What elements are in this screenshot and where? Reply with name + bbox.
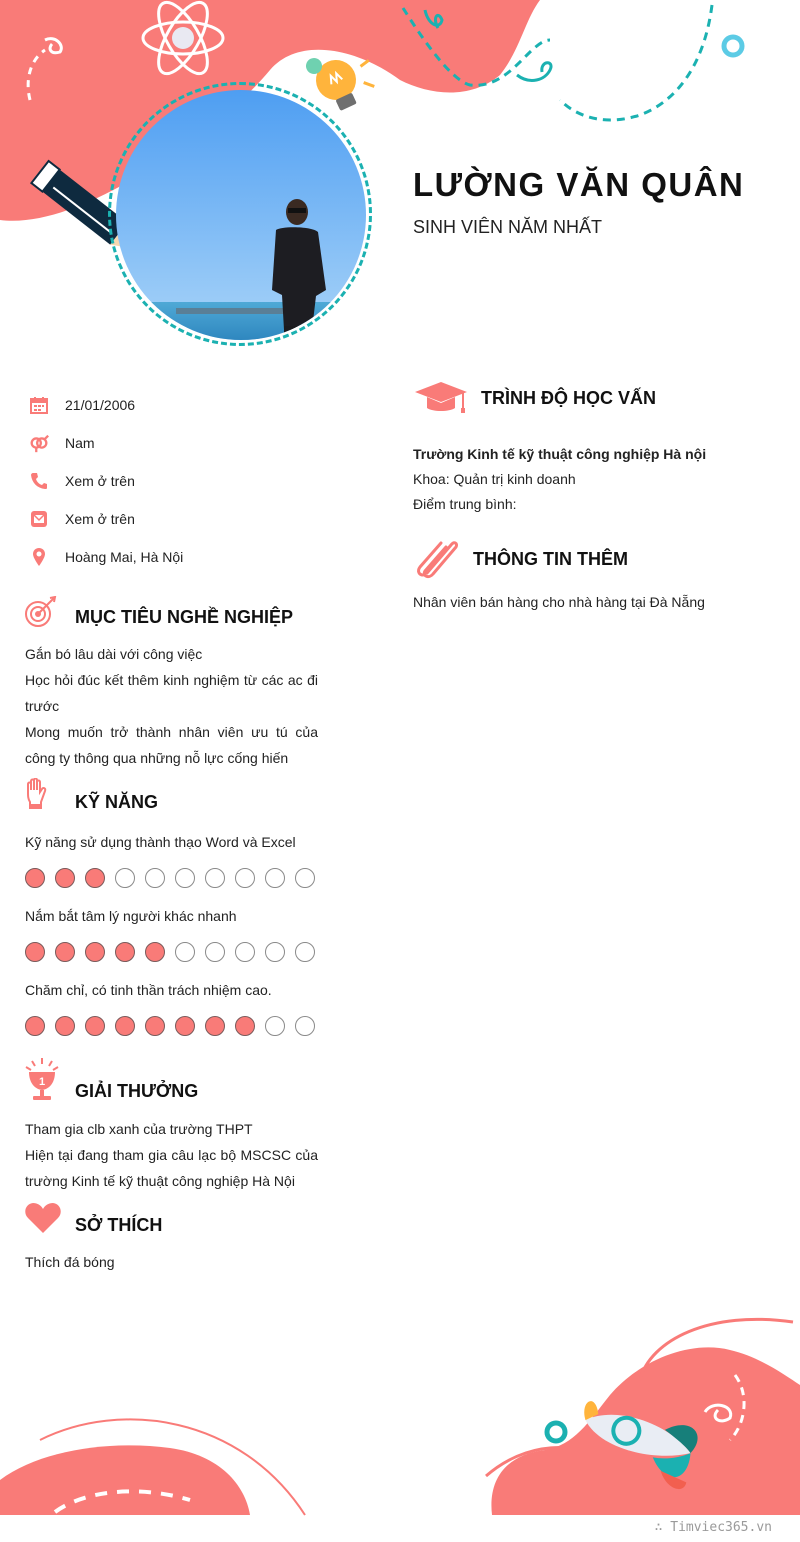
hobby-line: Thích đá bóng	[25, 1254, 115, 1270]
hobbies-title: SỞ THÍCH	[75, 1215, 163, 1235]
additional-text: Nhân viên bán hàng cho nhà hàng tại Đà Nẵng	[413, 594, 705, 610]
rating-dot-empty	[145, 868, 165, 888]
trophy-icon	[24, 1058, 60, 1109]
heart-icon	[24, 1202, 62, 1239]
candidate-name: LƯỜNG VĂN QUÂN	[413, 166, 745, 203]
avatar	[116, 90, 366, 340]
graduation-cap-icon	[413, 380, 469, 419]
rating-dot-filled	[145, 942, 165, 962]
objective-body	[25, 641, 318, 771]
rating-dot-empty	[175, 868, 195, 888]
rating-dot-empty	[265, 868, 285, 888]
footer-brand: ∴ Timviec365.vn	[654, 1520, 772, 1535]
education-title: TRÌNH ĐỘ HỌC VẤN	[481, 388, 656, 408]
email-icon	[28, 508, 50, 530]
skill-rating	[25, 868, 325, 888]
rocket-icon	[569, 1391, 704, 1492]
objective-line: Mong muốn trở thành nhân viên ưu tú của công ty thông qua những nỗ lực cống hiến	[25, 724, 318, 766]
calendar-icon	[28, 394, 50, 416]
rating-dot-empty	[295, 942, 315, 962]
contact-gender	[28, 424, 328, 462]
rating-dot-filled	[115, 1016, 135, 1036]
rating-dot-filled	[85, 868, 105, 888]
rating-dot-empty	[205, 868, 225, 888]
award-line: Tham gia clb xanh của trường THPT	[25, 1121, 253, 1137]
location-icon	[28, 546, 50, 568]
skills-list	[25, 829, 325, 1051]
hobbies-body	[25, 1249, 318, 1275]
skills-title: KỸ NĂNG	[75, 792, 159, 812]
education-gpa: Điểm trung bình:	[413, 496, 517, 512]
rating-dot-empty	[175, 942, 195, 962]
hand-icon	[24, 778, 48, 817]
rating-dot-empty	[235, 868, 255, 888]
awards-body	[25, 1116, 318, 1194]
contact-birthday	[28, 386, 328, 424]
rating-dot-filled	[25, 1016, 45, 1036]
rating-dot-empty	[295, 1016, 315, 1036]
skill-rating	[25, 1016, 325, 1036]
skill-label: Chăm chỉ, có tinh thần trách nhiệm cao.	[25, 982, 272, 998]
skill-item	[25, 829, 325, 903]
candidate-position: SINH VIÊN NĂM NHẤT	[413, 217, 603, 237]
rating-dot-empty	[295, 868, 315, 888]
rating-dot-empty	[265, 942, 285, 962]
contact-address-text: Hoàng Mai, Hà Nội	[65, 549, 184, 565]
rating-dot-filled	[25, 868, 45, 888]
rating-dot-filled	[55, 868, 75, 888]
additional-title: THÔNG TIN THÊM	[473, 549, 628, 569]
contact-phone	[28, 462, 328, 500]
rating-dot-filled	[25, 942, 45, 962]
rating-dot-filled	[235, 1016, 255, 1036]
skill-item	[25, 903, 325, 977]
award-line: Hiện tại đang tham gia câu lạc bộ MSCSC của trường Kinh tế kỹ thuật công nghiệp Hà Nội	[25, 1147, 318, 1189]
phone-icon	[28, 470, 50, 492]
skill-rating	[25, 942, 325, 962]
rating-dot-filled	[55, 942, 75, 962]
contact-list	[28, 386, 328, 576]
rating-dot-filled	[175, 1016, 195, 1036]
education-school: Trường Kinh tế kỹ thuật công nghiệp Hà nội	[413, 446, 707, 462]
contact-birthday-text: 21/01/2006	[65, 397, 136, 413]
target-icon	[24, 596, 58, 635]
awards-title: GIẢI THƯỞNG	[75, 1081, 199, 1101]
skill-label: Kỹ năng sử dụng thành thạo Word và Excel	[25, 834, 296, 850]
gender-icon	[28, 432, 50, 454]
svg-text:1: 1	[38, 1076, 46, 1088]
objective-line: Gắn bó lâu dài với công việc	[25, 646, 203, 662]
rating-dot-filled	[85, 1016, 105, 1036]
contact-phone-text: Xem ở trên	[65, 473, 135, 489]
skill-label: Nắm bắt tâm lý người khác nhanh	[25, 908, 237, 924]
rating-dot-filled	[205, 1016, 225, 1036]
rating-dot-filled	[145, 1016, 165, 1036]
contact-email	[28, 500, 328, 538]
rating-dot-empty	[205, 942, 225, 962]
rating-dot-empty	[115, 868, 135, 888]
contact-gender-text: Nam	[65, 435, 95, 451]
skill-item	[25, 977, 325, 1051]
rating-dot-filled	[55, 1016, 75, 1036]
education-major: Khoa: Quản trị kinh doanh	[413, 471, 576, 487]
contact-email-text: Xem ở trên	[65, 511, 135, 527]
rating-dot-filled	[85, 942, 105, 962]
education-body	[413, 442, 773, 517]
rating-dot-filled	[115, 942, 135, 962]
objective-title: MỤC TIÊU NGHỀ NGHIỆP	[75, 607, 294, 627]
objective-line: Học hỏi đúc kết thêm kinh nghiệm từ các ac đi trước	[25, 672, 318, 714]
paperclip-icon	[413, 537, 461, 584]
contact-address	[28, 538, 328, 576]
rating-dot-empty	[235, 942, 255, 962]
rating-dot-empty	[265, 1016, 285, 1036]
